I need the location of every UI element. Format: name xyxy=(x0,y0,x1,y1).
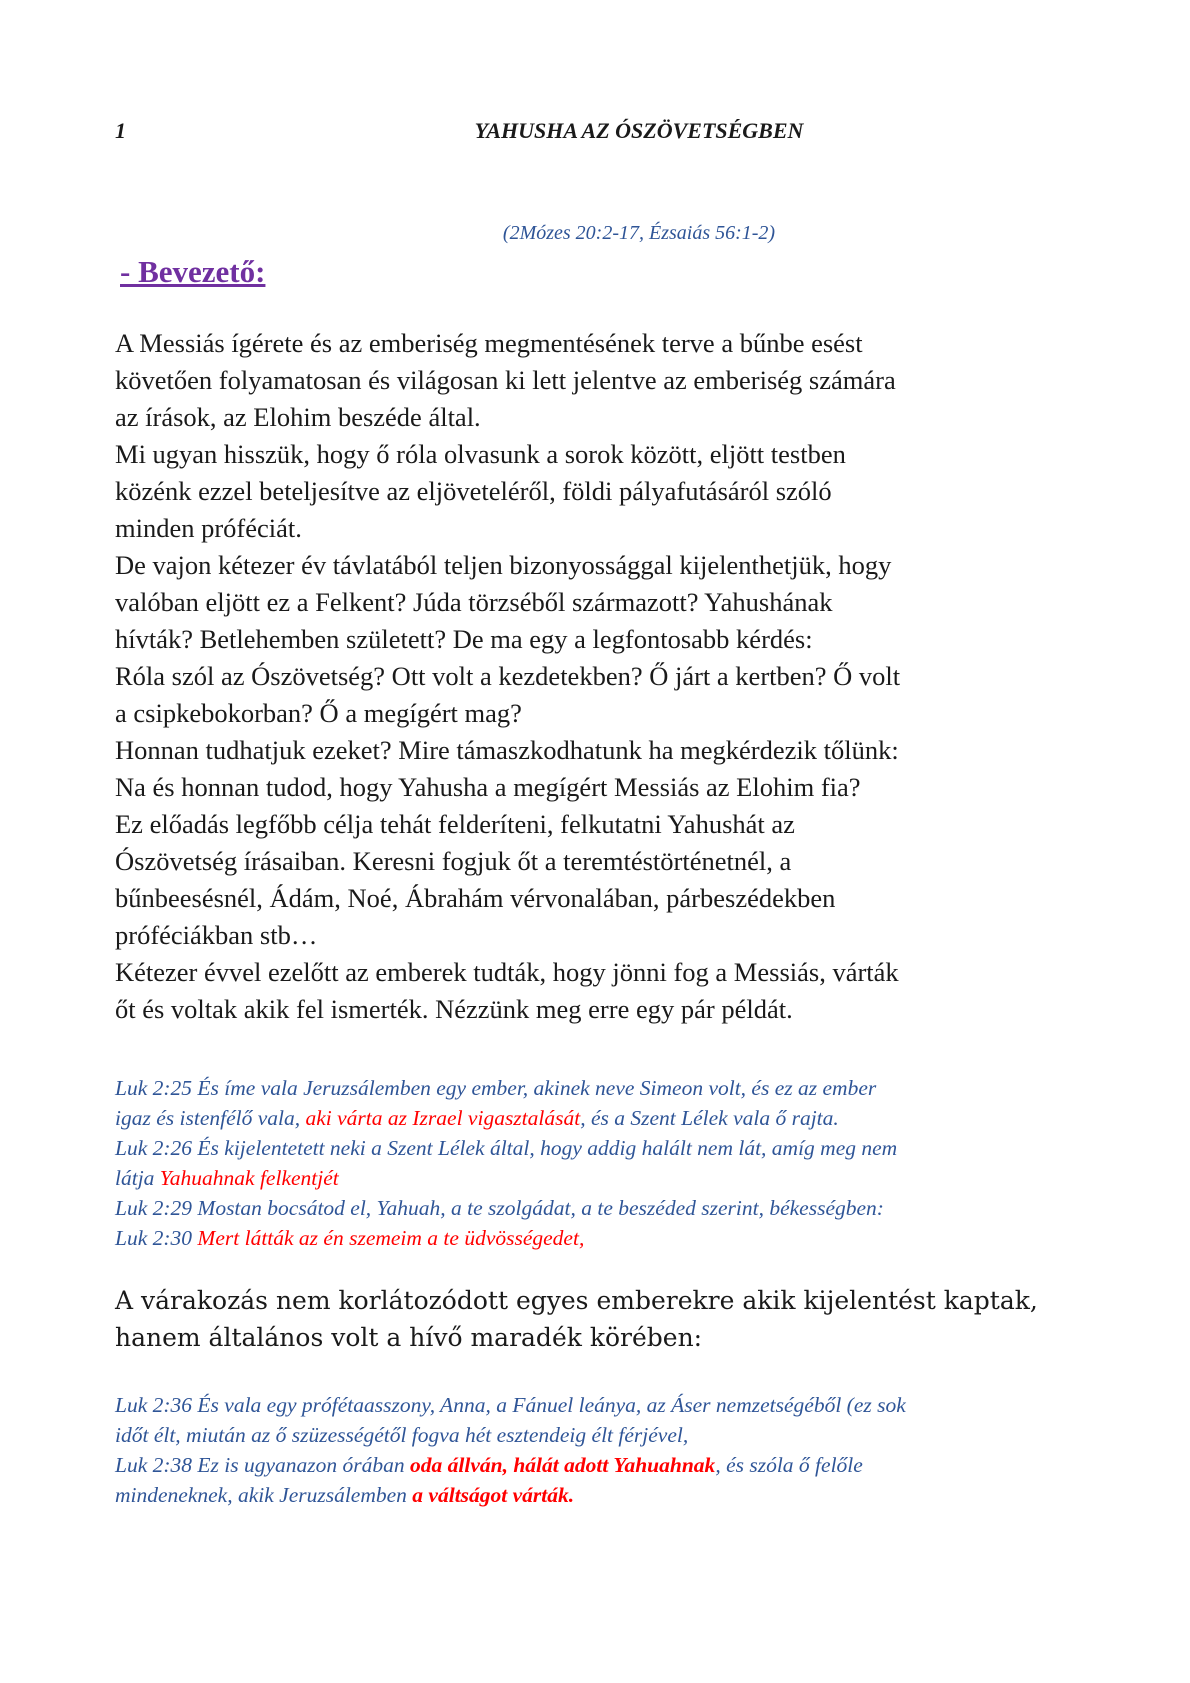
text-line: minden próféciát. xyxy=(115,513,302,543)
text-line: hanem általános volt a hívő maradék körében: xyxy=(115,1323,703,1352)
verse-text: időt élt, miután az ő szüzességétől fogva hét esztendeig élt férjével, xyxy=(115,1423,689,1447)
verse-line xyxy=(115,1193,1105,1223)
document-title: YAHUSHA AZ ÓSZÖVETSÉGBEN xyxy=(474,118,804,143)
verse-text: Luk 2:38 Ez is ugyanazon órában xyxy=(115,1453,411,1477)
text-line: követően folyamatosan és világosan ki lett jelentve az emberiség számára xyxy=(115,365,896,395)
verse-highlight: oda állván, hálát adott Yahuahnak xyxy=(410,1453,716,1477)
verse-text: Luk 2:36 És vala egy prófétaasszony, Anna, a Fánuel leánya, az Áser nemzetségéből (ez sok xyxy=(115,1393,906,1417)
verse-highlight: aki várta az Izrael vigasztalását xyxy=(305,1106,581,1130)
text-line: valóban eljött ez a Felkent? Júda törzséből származott? Yahushának xyxy=(115,587,833,617)
text-line: közénk ezzel beteljesítve az eljöveteléről, földi pályafutásáról szóló xyxy=(115,476,832,506)
text-line: Honnan tudhatjuk ezeket? Mire támaszkodhatunk ha megkérdezik tőlünk: xyxy=(115,735,899,765)
verse-text: Luk 2:29 Mostan bocsátod el, Yahuah, a te szolgádat, a te beszéded szerint, békességben: xyxy=(115,1196,884,1220)
verse-line xyxy=(115,1480,1105,1510)
verse-line xyxy=(115,1103,1105,1133)
text-line: Róla szól az Ószövetség? Ott volt a kezdetekben? Ő járt a kertben? Ő volt xyxy=(115,661,901,691)
verse-highlight: Yahuahnak felkentjét xyxy=(159,1166,339,1190)
text-line: Ószövetség írásaiban. Keresni fogjuk őt a teremtéstörténetnél, a xyxy=(115,846,792,876)
verse-highlight: Mert látták az én szemeim a te üdvösségedet, xyxy=(197,1226,585,1250)
verse-line xyxy=(115,1390,1105,1420)
verse-text: , és szóla ő felőle xyxy=(715,1453,863,1477)
section-heading: - Bevezető: xyxy=(120,254,266,289)
verse-line xyxy=(115,1133,1105,1163)
verse-text: mindeneknek, akik Jeruzsálemben xyxy=(115,1483,413,1507)
page-number: 1 xyxy=(115,118,126,143)
text-line: próféciákban stb… xyxy=(115,920,318,950)
verse-highlight: a váltságot várták. xyxy=(412,1483,575,1507)
text-line: az írások, az Elohim beszéde által. xyxy=(115,402,481,432)
verse-line xyxy=(115,1163,1105,1193)
verse-block-anna xyxy=(115,1390,1105,1510)
text-line: A várakozás nem korlátozódott egyes emberekre akik kijelentést kaptak, xyxy=(115,1286,1038,1315)
verse-line xyxy=(115,1420,1105,1450)
verse-text: Luk 2:26 És kijelentetett neki a Szent Lélek által, hogy addig halált nem lát, amíg meg nem xyxy=(115,1136,898,1160)
text-line: bűnbeesésnél, Ádám, Noé, Ábrahám vérvonalában, párbeszédekben xyxy=(115,883,836,913)
verse-line xyxy=(115,1223,1105,1253)
transition-paragraph xyxy=(115,1282,1100,1356)
verse-text: Luk 2:30 xyxy=(115,1226,198,1250)
verse-text: , és a Szent Lélek vala ő rajta. xyxy=(580,1106,839,1130)
text-line: hívták? Betlehemben született? De ma egy a legfontosabb kérdés: xyxy=(115,624,813,654)
text-line: a csipkebokorban? Ő a megígért mag? xyxy=(115,698,522,728)
verse-text: Luk 2:25 És íme vala Jeruzsálemben egy ember, akinek neve Simeon volt, és ez az ember xyxy=(115,1076,877,1100)
verse-line xyxy=(115,1450,1105,1480)
text-line: Ez előadás legfőbb célja tehát felderíteni, felkutatni Yahushát az xyxy=(115,809,795,839)
text-line: őt és voltak akik fel ismerték. Nézzünk meg erre egy pár példát. xyxy=(115,994,793,1024)
intro-paragraphs xyxy=(115,325,1100,1028)
text-line: Na és honnan tudod, hogy Yahusha a megígért Messiás az Elohim fia? xyxy=(115,772,861,802)
verse-line xyxy=(115,1073,1105,1103)
text-line: A Messiás ígérete és az emberiség megmentésének terve a bűnbe esést xyxy=(115,328,863,358)
text-line: De vajon kétezer év távlatából teljen bizonyossággal kijelenthetjük, hogy xyxy=(115,550,892,580)
verse-text: igaz és istenfélő vala, xyxy=(115,1106,306,1130)
text-line: Mi ugyan hisszük, hogy ő róla olvasunk a sorok között, eljött testben xyxy=(115,439,846,469)
scripture-references: (2Mózes 20:2-17, Ézsaiás 56:1-2) xyxy=(502,222,776,244)
text-line: Kétezer évvel ezelőtt az emberek tudták, hogy jönni fog a Messiás, várták xyxy=(115,957,899,987)
verse-block-simeon xyxy=(115,1073,1105,1253)
verse-text: látja xyxy=(115,1166,160,1190)
